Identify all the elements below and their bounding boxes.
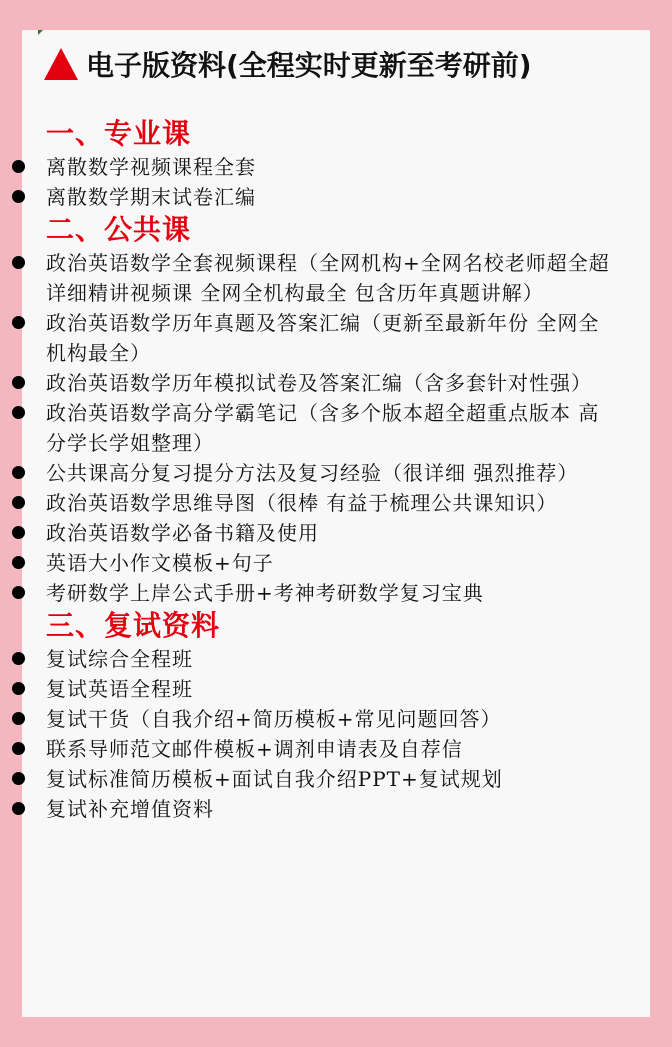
list-item: 公共课高分复习提分方法及复习经验（很详细 强烈推荐）	[12, 458, 612, 488]
bullet-icon	[12, 256, 25, 269]
bullet-icon	[12, 406, 25, 419]
list-item: 复试补充增值资料	[12, 794, 612, 824]
page-title: 电子版资料(全程实时更新至考研前)	[86, 49, 532, 82]
bullet-icon	[12, 316, 25, 329]
list-item: 复试综合全程班	[12, 644, 612, 674]
bullet-icon	[12, 652, 25, 665]
list-item: 考研数学上岸公式手册+考神考研数学复习宝典	[12, 578, 612, 608]
list-item: 联系导师范文邮件模板+调剂申请表及自荐信	[12, 734, 612, 764]
list-item: 复试英语全程班	[12, 674, 612, 704]
list-item: 复试标准简历模板+面试自我介绍PPT+复试规划	[12, 764, 612, 794]
bullet-icon	[12, 190, 25, 203]
bullet-icon	[12, 586, 25, 599]
bullet-icon	[12, 160, 25, 173]
section-heading: 三、复试资料	[46, 609, 221, 642]
section-major-course	[12, 116, 612, 212]
section-heading: 二、公共课	[46, 213, 192, 246]
corner-mark	[38, 30, 43, 35]
section-heading: 一、专业课	[46, 117, 192, 150]
section-retest-materials	[12, 608, 612, 824]
bullet-icon	[12, 466, 25, 479]
list-item: 政治英语数学历年模拟试卷及答案汇编（含多套针对性强）	[12, 368, 612, 398]
material-list	[12, 116, 612, 824]
list-item: 离散数学视频课程全套	[12, 152, 612, 182]
list-item: 政治英语数学思维导图（很棒 有益于梳理公共课知识）	[12, 488, 612, 518]
bullet-icon	[12, 556, 25, 569]
list-item: 复试干货（自我介绍+简历模板+常见问题回答）	[12, 704, 612, 734]
triangle-icon	[44, 48, 78, 80]
bullet-icon	[12, 376, 25, 389]
bullet-icon	[12, 712, 25, 725]
list-item: 英语大小作文模板+句子	[12, 548, 612, 578]
title-row	[44, 40, 532, 88]
section-public-course	[12, 212, 612, 608]
list-item: 政治英语数学历年真题及答案汇编（更新至最新年份 全网全机构最全）	[12, 308, 612, 368]
bullet-icon	[12, 526, 25, 539]
bullet-icon	[12, 802, 25, 815]
list-item: 政治英语数学全套视频课程（全网机构+全网名校老师超全超详细精讲视频课 全网全机构最全 包含历年真题讲解）	[12, 248, 612, 308]
bullet-icon	[12, 772, 25, 785]
bullet-icon	[12, 682, 25, 695]
bullet-icon	[12, 496, 25, 509]
list-item: 政治英语数学高分学霸笔记（含多个版本超全超重点版本 高分学长学姐整理）	[12, 398, 612, 458]
bullet-icon	[12, 742, 25, 755]
list-item: 政治英语数学必备书籍及使用	[12, 518, 612, 548]
list-item: 离散数学期末试卷汇编	[12, 182, 612, 212]
